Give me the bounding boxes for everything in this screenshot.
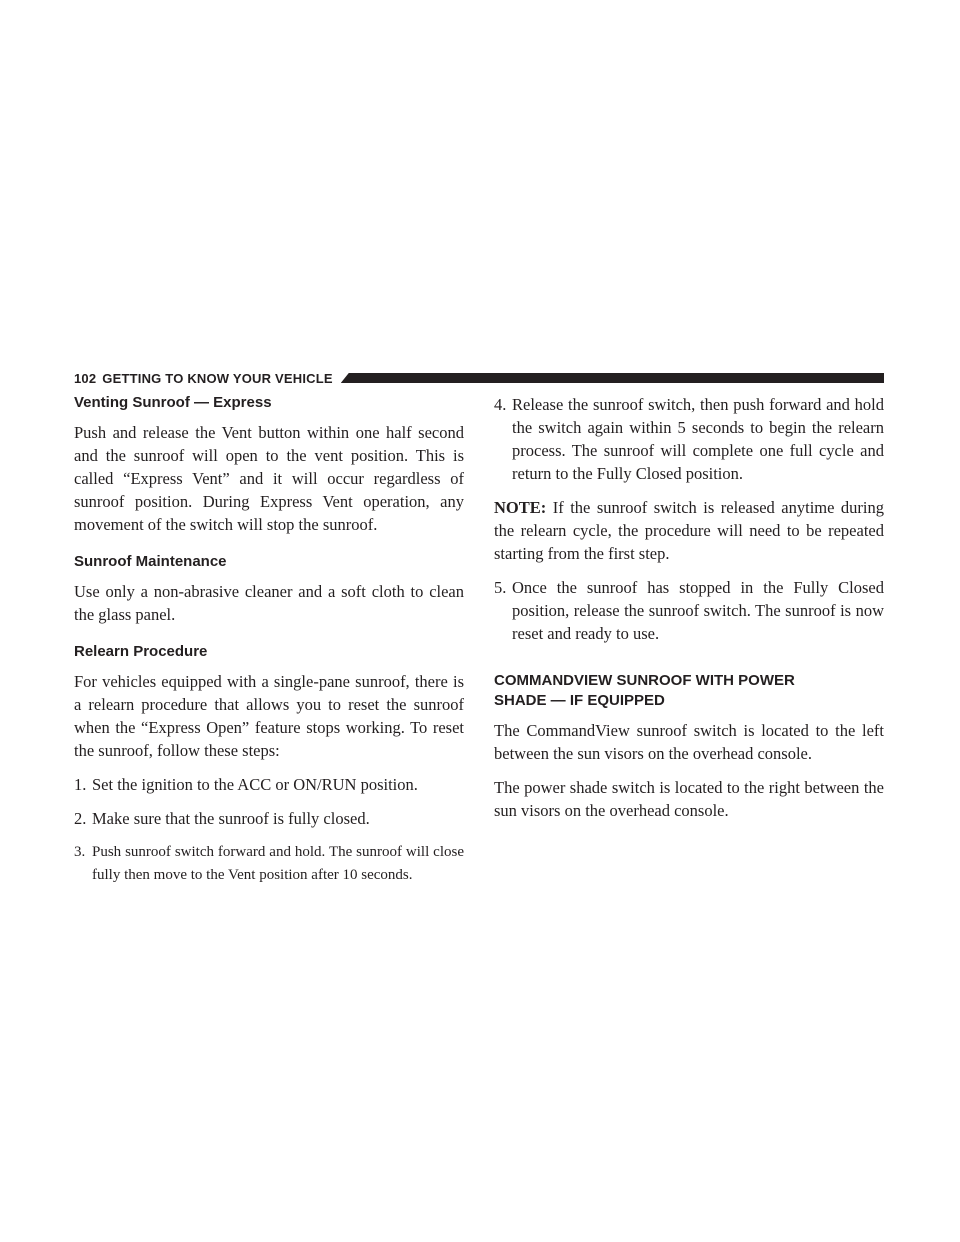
paragraph-power-shade-switch: The power shade switch is located to the right between the sun visors on the overhead console. — [494, 778, 884, 820]
step-5 — [494, 576, 884, 645]
heading-commandview-sunroof — [494, 671, 884, 711]
header-rule — [341, 373, 884, 383]
note-paragraph — [494, 496, 884, 565]
section-title: GETTING TO KNOW YOUR VEHICLE — [102, 370, 333, 386]
step-text: Make sure that the sunroof is fully closed. — [92, 809, 370, 828]
step-2 — [74, 807, 464, 830]
step-text: Once the sunroof has stopped in the Fully Closed position, release the sunroof switch. The sunroof is now reset and ready to use. — [512, 578, 884, 643]
right-column — [494, 393, 884, 833]
step-number: 3. — [74, 844, 86, 860]
heading-line-2: SHADE — IF EQUIPPED — [494, 692, 665, 709]
step-number: 4. — [494, 395, 507, 414]
step-1 — [74, 773, 464, 796]
heading-line-1: COMMANDVIEW SUNROOF WITH POWER — [494, 672, 795, 689]
paragraph-commandview-switch: The CommandView sunroof switch is located to the left between the sun visors on the overhead console. — [494, 721, 884, 763]
step-number: 2. — [74, 809, 87, 828]
heading-venting-sunroof: Venting Sunroof — Express — [74, 394, 272, 411]
paragraph-relearn-intro: For vehicles equipped with a single-pane sunroof, there is a relearn procedure that allows you to reset the sunroof when the “Express Open” feature stops working. To reset the sunroof, follow these steps: — [74, 672, 464, 760]
note-label: NOTE: — [494, 498, 547, 517]
page-header — [74, 369, 884, 387]
step-3 — [74, 841, 464, 887]
note-text: If the sunroof switch is released anytime during the relearn cycle, the procedure will need to be repeated starting from the first step. — [494, 498, 884, 563]
step-text: Set the ignition to the ACC or ON/RUN position. — [92, 775, 418, 794]
left-column — [74, 393, 464, 898]
step-text: Release the sunroof switch, then push forward and hold the switch again within 5 seconds to begin the relearn process. The sunroof will complete one full cycle and return to the Fully Closed position. — [512, 395, 884, 483]
step-text: Push sunroof switch forward and hold. The sunroof will close fully then move to the Vent position after 10 seconds. — [92, 844, 464, 883]
heading-sunroof-maintenance: Sunroof Maintenance — [74, 553, 227, 570]
paragraph-express-vent: Push and release the Vent button within one half second and the sunroof will open to the vent position. This is called “Express Vent” and it will occur regardless of sunroof position. During Express Vent operation, any movement of the switch will stop the sunroof. — [74, 423, 464, 534]
page-number: 102 — [74, 370, 97, 386]
heading-relearn-procedure: Relearn Procedure — [74, 643, 208, 660]
step-number: 5. — [494, 578, 507, 597]
step-4 — [494, 393, 884, 485]
step-number: 1. — [74, 775, 87, 794]
paragraph-maintenance: Use only a non-abrasive cleaner and a soft cloth to clean the glass panel. — [74, 582, 464, 624]
